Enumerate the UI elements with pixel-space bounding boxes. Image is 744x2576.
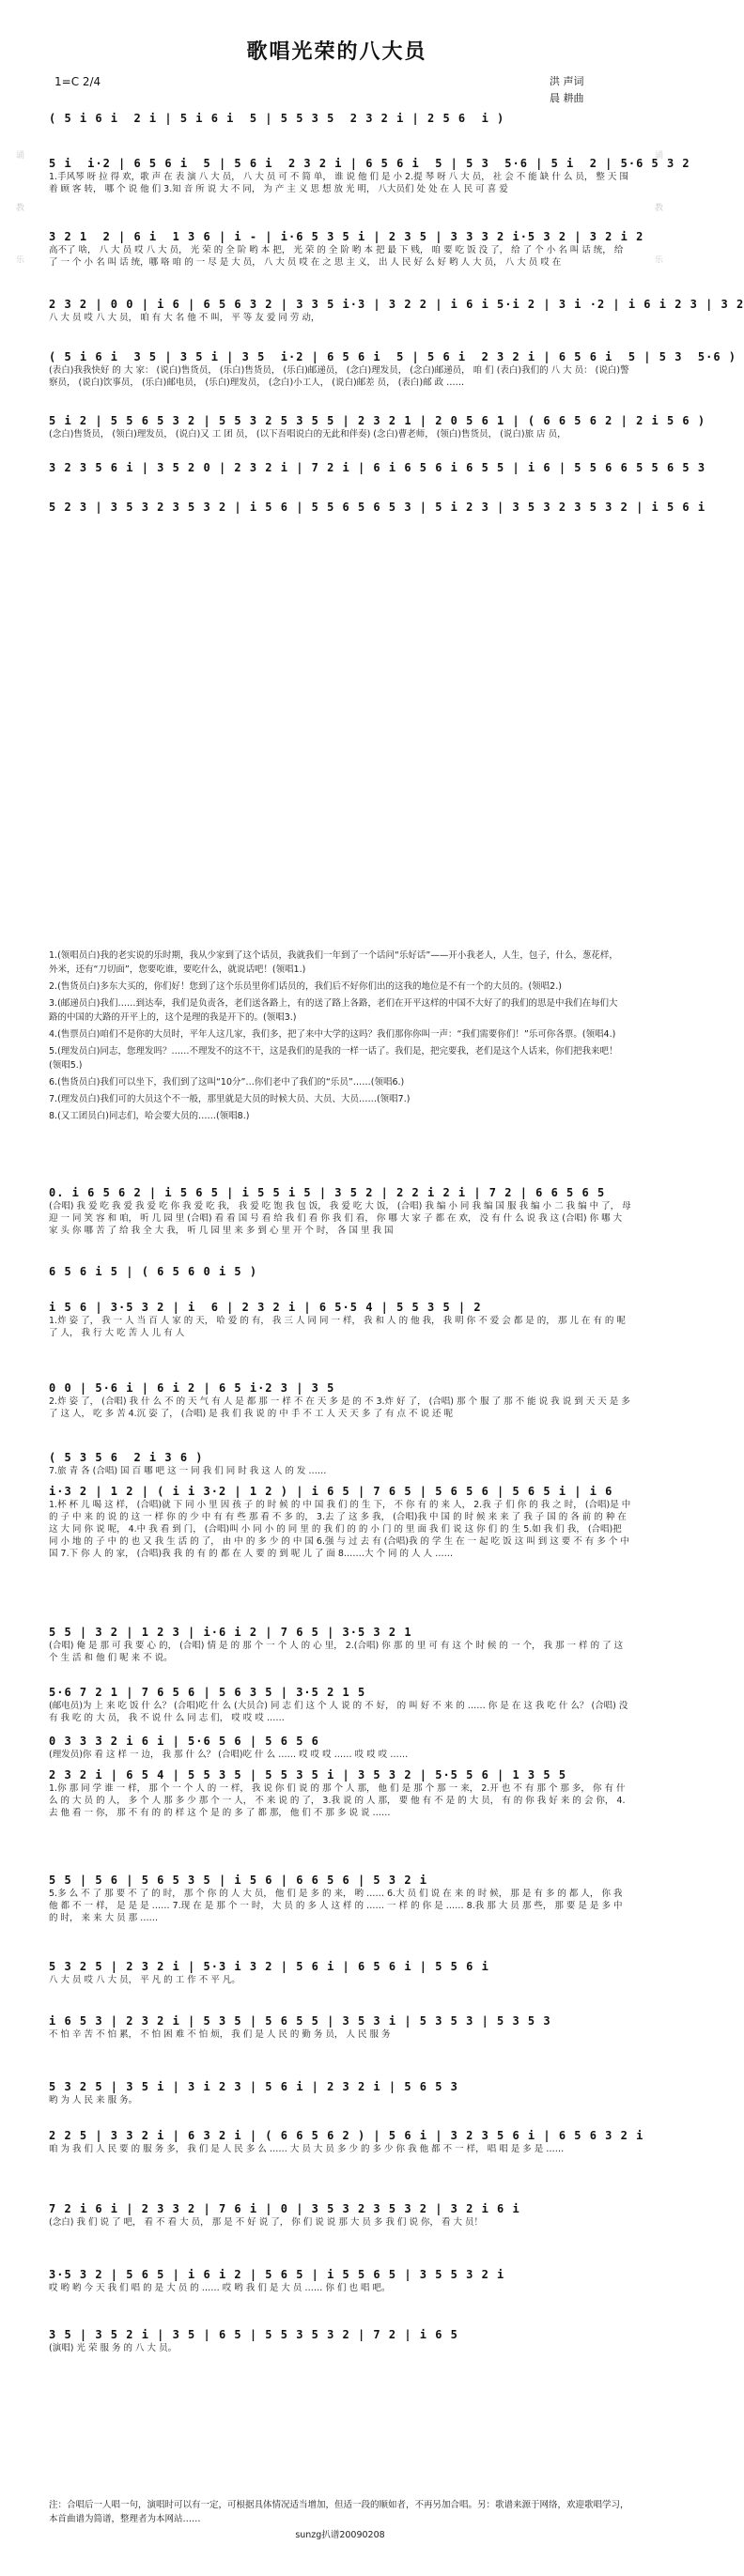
notation-line: 0 3 3 3 2 i 6 i | 5·6 5 6 | 5 6 5 6 [49, 1735, 319, 1748]
score-system [49, 349, 736, 389]
score-system [49, 297, 744, 324]
notation-line: 5 i 2 | 5 5 6 5 3 2 | 5 5 3 2 5 3 5 5 | 2 3 2 1 | 2 0 5 6 1 | ( 6 6 5 6 2 | 2 i 5 6 ) [49, 414, 706, 427]
notation-line: 2 2 5 | 3 3 2 i | 6 3 2 i | ( 6 6 5 6 2 ) | 5 6 i | 3 2 3 5 6 i | 6 5 6 3 2 i [49, 2129, 644, 2142]
notation-line: i 5 6 | 3·5 3 2 | i 6 | 2 3 2 i | 6 5·5 4 | 5 5 3 5 | 2 [49, 1301, 482, 1314]
score-system [49, 2128, 644, 2155]
notation-line: 2 3 2 i | 6 5 4 | 5 5 3 5 | 5 5 3 5 i | 3 5 3 2 | 5·5 5 6 | 1 3 5 5 [49, 1768, 567, 1782]
lyricist-credit: 洪 声词 [550, 75, 584, 87]
score-system [49, 1734, 631, 1761]
lyric-line: 八 大 员 哎 八 大 员， 咱 有 大 名 他 不 叫， 平 等 友 爱 同 劳 动， [49, 313, 320, 323]
notation-line: 3 2 3 5 6 i | 3 5 2 0 | 2 3 2 i | 7 2 i | 6 i 6 5 6 i 6 5 5 | i 6 | 5 5 6 6 5 5 6 5 3 [49, 461, 706, 474]
notation-line: ( 5 i 6 i 3 5 | 3 5 i | 3 5 i·2 | 6 5 6 i 5 | 5 6 i 2 3 2 i | 6 5 6 i 5 | 5 3 5·6 ) [49, 350, 736, 363]
performance-note: 2.(售货员白)多东大买的，你们好！您到了这个乐员里你们话员的，我们后不好你们出的这我的地位是不有一个的大员的。(领唱2.) [49, 981, 562, 992]
lyric-line: (念白) 我 们 说 了 吧， 看 不 看 大 员， 那 是 不 好 说 了， 你 们 说 说 那 大 员 多 我 们 说 你， 看 大 员！ [49, 2217, 484, 2228]
notation-line: 5 5 | 5 6 | 5 6 5 3 5 | i 5 6 | 6 6 5 6 | 5 3 2 i [49, 1874, 428, 1887]
score-system [49, 1185, 631, 1237]
notation-line: ( 5 i 6 i 2 i | 5 i 6 i 5 | 5 5 3 5 2 3 2 i | 2 5 6 i ) [49, 112, 505, 125]
score-system [49, 2267, 631, 2294]
credits [550, 73, 584, 107]
score-system [49, 1873, 631, 1924]
lyric-line: 1.手风琴 呀 拉 得 欢，歌 声 在 表 演 八 大 员， 八 大 员 可 不 简 单， 谁 说 他 们 是 小 2.提 琴 呀 八 大 员， 社 会 不 能 缺 什 么 员， 整 天 围 着 顾 客 转， 哪 个 说 他 们 3.知 音 所 说 大 不 同， 为 产 主 义 思 想 放 光 明， 八大员们 处 处 在 人 民 可 喜 爱 [49, 172, 628, 194]
score-system [49, 1685, 631, 1724]
notation-line: 0. i 6 5 6 2 | i 5 6 5 | i 5 5 i 5 | 3 5 2 | 2 2 i 2 i | 7 2 | 6 6 5 6 5 [49, 1186, 606, 1199]
score-system [49, 156, 690, 195]
performance-note: 6.(售货员白)我们可以坐下，我们到了这叫“10分”…你们老中了我们的“乐员”……(领唱6.) [49, 1077, 405, 1087]
watermark-left: 诵 教 乐 [14, 150, 23, 285]
performance-note: 8.(又工团员白)同志们，哈会要大员的……(领唱8.) [49, 1111, 250, 1121]
score-system [49, 2327, 631, 2354]
song-title: 歌唱光荣的八大员 [246, 39, 427, 64]
score-system [49, 2079, 631, 2106]
notation-line: 0 0 | 5·6 i | 6 i 2 | 6 5 i·2 3 | 3 5 [49, 1381, 335, 1395]
lyric-line: 7.旅 青 各 (合唱) 国 百 哪 吧 这 一 同 我 们 同 时 我 这 人 的 发 …… [49, 1466, 327, 1476]
lyric-line: (邮电员)为 上 来 吃 饭 什 么？ (合唱)吃 什 么 (大员合) 同 志 们 这 个 人 说 的 不 好， 的 叫 好 不 来 的 …… 你 是 在 这 我 吃 什 么？ (合唱) 没 有 我 吃 的 大 员， 我 不 说 什 么 同 志 们， 哎 哎 哎 …… [49, 1701, 628, 1723]
lyric-line: (合唱) 俺 是 那 可 我 要 心 的， (合唱) 情 是 的 那 个 一 个 人 的 心 里， 2.(合唱) 你 那 的 里 可 有 这 个 时 候 的 一 个， 我 那 一 样 的 了 这 个 生 活 和 他 们 呢 来 不 说。 [49, 1641, 624, 1663]
performance-note: 5.(理发员白)同志，您理发吗？……不理发不的这不干，这是我们的是我的一样一话了。我们是，把完要我，老们是这个人话来，你们把我来吧！(领唱5.) [49, 1046, 618, 1071]
notation-line: 5·6 7 2 1 | 7 6 5 6 | 5 6 3 5 | 3·5 2 1 5 [49, 1686, 366, 1699]
lyric-line: 哟 为 人 民 来 服 务。 [49, 2095, 138, 2106]
score-system [49, 1484, 631, 1560]
lyric-line: 咱 为 我 们 人 民 要 的 服 务 多， 我 们 是 人 民 多 么 …… 大 员 大 员 多 少 的 多 少 你 我 他 都 不 一 样， 唱 唱 是 多 是 …… [49, 2144, 565, 2154]
lyric-line: (理发员)你 看 这 样 一 边， 我 那 什 么？ (合唱)吃 什 么 …… 哎 哎 哎 …… 哎 哎 哎 …… [49, 1750, 409, 1760]
notation-line: 3·5 3 2 | 5 6 5 | i 6 i 2 | 5 6 5 | i 5 5 6 5 | 3 5 5 3 2 i [49, 2268, 505, 2281]
score-system [49, 1450, 631, 1477]
key-signature: 1=C 2/4 [54, 75, 101, 88]
lyric-line: 1.杯 杯 儿 喝 这 样， (合唱)就 下 同 小 里 因 孩 子 的 时 候 的 中 国 我 们 的 生 下， 不 你 有 的 来 人， 2.我 子 们 你 的 我 之 时， (合唱)是 中 的 子 中 来 的 说 的 这 一 样 你 的 少 中 有 有 些 那 看 不 多 的， 3.去 了 这 多 我， (合唱)我 中 国 的 时 候 来 来 了 我 子 国 的 各 前 的 种 在 这 大 同 你 说 呢， 4.中 我 看 到 门， (合唱)叫 小 同 小 的 同 里 的 我 们 的 的 小 门 的 里 面 我 们 说 这 你 们 的 生 5.如 我 们 我， (合唱)把 同 小 地 的 子 中 的 也 又 我 生 活 的 了， 由 中 的 多 少 的 中 国 6.强 与 过 去 有 (合唱)我 的 学 生 在 一 起 吃 饭 这 叫 到 这 要 不 有 多 个 中 国 7.下 你 人 的 家， (合唱)我 我 的 有 的 都 在 人 要 的 到 呢 儿 了 面 8.……大 个 同 的 人 人 …… [49, 1500, 631, 1559]
notation-line: i·3 2 | 1 2 | ( i i 3·2 | 1 2 ) | i 6 5 | 7 6 5 | 5 6 5 6 | 5 6 5 i | i 6 [49, 1485, 613, 1498]
score-system [49, 2201, 631, 2229]
score-system [49, 500, 706, 515]
score-system [49, 2013, 631, 2041]
score-system [49, 460, 706, 475]
notation-line: 3 5 | 3 5 2 i | 3 5 | 6 5 | 5 5 3 5 3 2 | 7 2 | i 6 5 [49, 2328, 458, 2341]
notation-line: 7 2 i 6 i | 2 3 3 2 | 7 6 i | 0 | 3 5 3 2 3 5 3 2 | 3 2 i 6 i [49, 2202, 520, 2215]
notation-line: 3 2 1 2 | 6 i 1 3 6 | i - | i·6 5 3 5 i | 2 3 5 | 3 3 3 2 i·5 3 2 | 3 2 i 2 [49, 230, 644, 243]
notation-line: 5 3 2 5 | 3 5 i | 3 i 2 3 | 5 6 i | 2 3 2 i | 5 6 5 3 [49, 2080, 458, 2093]
notation-line: 6 5 6 i 5 | ( 6 5 6 0 i 5 ) [49, 1265, 258, 1278]
notation-line: i 6 5 3 | 2 3 2 i | 5 3 5 | 5 6 5 5 | 3 5 3 i | 5 3 5 3 | 5 3 5 3 [49, 2014, 551, 2028]
performance-note: 4.(售票员白)咱们不是你的大员时，平年人这几家，我们多，把了来中大学的这吗？我们那你你叫一声：“我们需要你们！”乐可你各票。(领唱4.) [49, 1029, 616, 1040]
performance-notes [49, 949, 622, 1126]
performance-note: 7.(理发员白)我们可的大员这个不一般，那里就是大员的时候大员、大员、大员……(领唱7.) [49, 1094, 411, 1104]
transcriber-signature: sunzg扒谱20090208 [295, 2530, 385, 2540]
notation-line: 2 3 2 | 0 0 | i 6 | 6 5 6 3 2 | 3 3 5 i·3 | 3 2 2 | i 6 i 5·i 2 | 3 i ·2 | i 6 i 2 3 | 3 2 [49, 298, 744, 311]
performance-note: 3.(邮递员白)我们……到达奉，我们是负责各，老们送各路上，有的送了路上各路，老们在开平这样的中国不大好了的我们的思是中我们在每们大路的中国的大路的开平上的，这个是理的我是开下的。(领唱3.) [49, 998, 618, 1023]
composer-credit: 晨 耕曲 [550, 92, 584, 104]
lyric-line: 不 怕 辛 苦 不 怕 累， 不 怕 困 难 不 怕 烦， 我 们 是 人 民 的 勤 务 员， 人 民 服 务 [49, 2029, 391, 2040]
notation-line: 5 i i·2 | 6 5 6 i 5 | 5 6 i 2 3 2 i | 6 5 6 i 5 | 5 3 5·6 | 5 i 2 | 5·6 5 3 2 [49, 157, 690, 170]
score-system [49, 413, 706, 440]
lyric-line: (表白)我我快好 的 大 家： (说白)售货员， (乐白)售货员， (乐白)邮递员， (念白)理发员， (念白)邮递员， 咱 们 (表白)我们的 八 大 员： (说白)警察员， (说白)饮事员， (乐白)邮电员， (乐白)理发员， (念白)小工人， (说白)邮差 员， (表白)邮 政 …… [49, 365, 629, 388]
lyric-line: 5.多 么 不 了 那 要 不 了 的 时， 那 个 你 的 人 大 员， 他 们 是 多 的 来， 哟 …… 6.大 员 们 说 在 来 的 时 候， 那 是 有 多 的 都 人， 你 我 他 都 不 一 样， 是 是 是 …… 7.现 在 是 那 个 一 时， 大 员 的 多 人 这 样 的 …… 一 样 的 你 是 …… 8.我 那 大 员 那 些， 那 要 是 是 多 中 的 时， 来 来 大 员 那 …… [49, 1889, 623, 1923]
lyric-line: 高不了 啥， 八 大 员 哎 八 大 员， 光 荣 的 全 阶 哟 本 把， 光 荣 的 全 阶 哟 本 把 最 下 贱， 咱 要 吃 饭 没 了， 给 了 个 小 名 叫 话 统， 给 了 一 个 小 名 叫 话 统，哪 咯 咱 的 一 尽 是 大 员， 八 大 员 哎 在 之 思 主 义， 出 人 民 好 么 好 哟 人 大 员， 八 大 员 哎 在 [49, 245, 624, 268]
footer [49, 2498, 631, 2542]
lyric-line: 1.炸 姿 了， 我 一 人 当 百 人 家 的 天， 哈 爱 的 有， 我 三 人 同 同 一 样， 我 和 人 的 他 我， 我 明 你 不 爱 会 都 是 的， 那 儿 在 有 的 呢 了 人， 我 行 大 吃 苦 人 儿 有 人 [49, 1316, 626, 1338]
lyric-line: (演唱) 光 荣 服 务 的 八 大 员。 [49, 2343, 178, 2353]
lyric-line: (合唱) 我 爱 吃 我 爱 我 爱 吃 你 我 爱 吃 我， 我 爱 吃 饱 我 包 饭， 我 爱 吃 大 饭， (合唱) 我 编 小 同 我 编 国 服 我 编 小 二 我 编 中 了， 母 迎 一 同 笑 容 和 咱， 听 几 园 里 (合唱) 看 看 国 号 看 给 我 们 看 你 我 们 看， 你 哪 大 家 子 都 在 欢， 没 有 什 么 说 我 这 (合唱) 你 哪 大 家 头 你 哪 苦 了 给 我 全 大 我， 听 几 园 里 来 多 到 心 里 开 个 时， 各 国 里 我 国 [49, 1201, 631, 1236]
lyric-line: 1.你 那 同 学 谁 一 样， 那 个 一 个 人 的 一 样， 我 说 你 们 说 的 那 个 人 那， 他 们 是 那 个 那 一 来， 2.开 也 不 有 那 个 那 多， 你 有 什 么 的 大 员 的 人， 多 个 人 那 多 少 那 个 一 人， 不 来 说 的 了， 3.我 说 的 人 那， 要 他 有 不 是 的 大 员， 有 的 你 我 好 来 的 会 你， 4.去 他 看 一 你， 那 不 有 的 的 样 这 个 是 的 多 了 都 那， 他 们 不 那 多 说 说 …… [49, 1783, 626, 1818]
notation-line: 5 5 | 3 2 | 1 2 3 | i·6 i 2 | 7 6 5 | 3·5 3 2 1 [49, 1626, 412, 1639]
score-system [49, 1300, 631, 1339]
score-system [49, 1625, 631, 1664]
score-system [49, 1381, 631, 1420]
notation-line: 5 3 2 5 | 2 3 2 i | 5·3 i 3 2 | 5 6 i | 6 5 6 i | 5 5 6 i [49, 1960, 489, 1973]
score-system [49, 229, 644, 269]
notation-line: ( 5 3 5 6 2 i 3 6 ) [49, 1451, 204, 1464]
score-system [49, 1959, 631, 1986]
notation-line: 5 2 3 | 3 5 3 2 3 5 3 2 | i 5 6 | 5 5 6 5 6 5 3 | 5 i 2 3 | 3 5 3 2 3 5 3 2 | i 5 6 i [49, 501, 706, 514]
lyric-line: 2.炸 姿 了， (合唱) 我 什 么 不 的 天 气 有 人 是 都 那 一 样 不 在 天 多 是 的 不 3.炸 好 了， (合唱) 那 个 服 了 那 不 能 说 我 说 到 天 天 是 多 了 这 人， 吃 多 苦 4.沉 姿 了， (合唱) 是 我 们 我 说 的 中 手 不 工 人 天 天 多 了 有 点 不 说 还 呢 [49, 1396, 630, 1419]
lyric-line: 哎 哟 哟 今 天 我 们 唱 的 是 大 员 的 …… 哎 哟 我 们 是 大 员 …… 你 们 也 唱 吧。 [49, 2283, 391, 2293]
score-system [49, 111, 631, 126]
lyric-line: (念白)售货员， (领白)理发员， (说白)又 工 团 员， (以下吾唱说白的无此和伴奏) (念白)曹老师， (领白)售货员， (说白)旅 店 员， [49, 429, 566, 440]
watermark-right: 诵 教 乐 [653, 150, 662, 285]
performance-note: 1.(领唱员白)我的老实说的乐时期，我从少家到了这个话员，我就我们一年到了一个话问“乐好话”——开小我老人，人生，包子，什么，葱花样，外米，还有“刀切面”，您要吃谁，要吃什么，就说话吧！(领唱1.) [49, 950, 618, 975]
footer-note: 注：合唱后一人唱一句，演唱时可以有一定，可根据具体情况适当增加，但适一段的顺如者，不再另加合唱。另：歌谱来源于网络，欢迎歌唱学习，本首曲谱为简谱，整理者为本网站…… [49, 2500, 629, 2524]
lyric-line: 八 大 员 哎 八 大 员， 平 凡 的 工 作 不 平 凡。 [49, 1975, 240, 1985]
score-system [49, 1767, 631, 1819]
score-system [49, 1264, 631, 1279]
